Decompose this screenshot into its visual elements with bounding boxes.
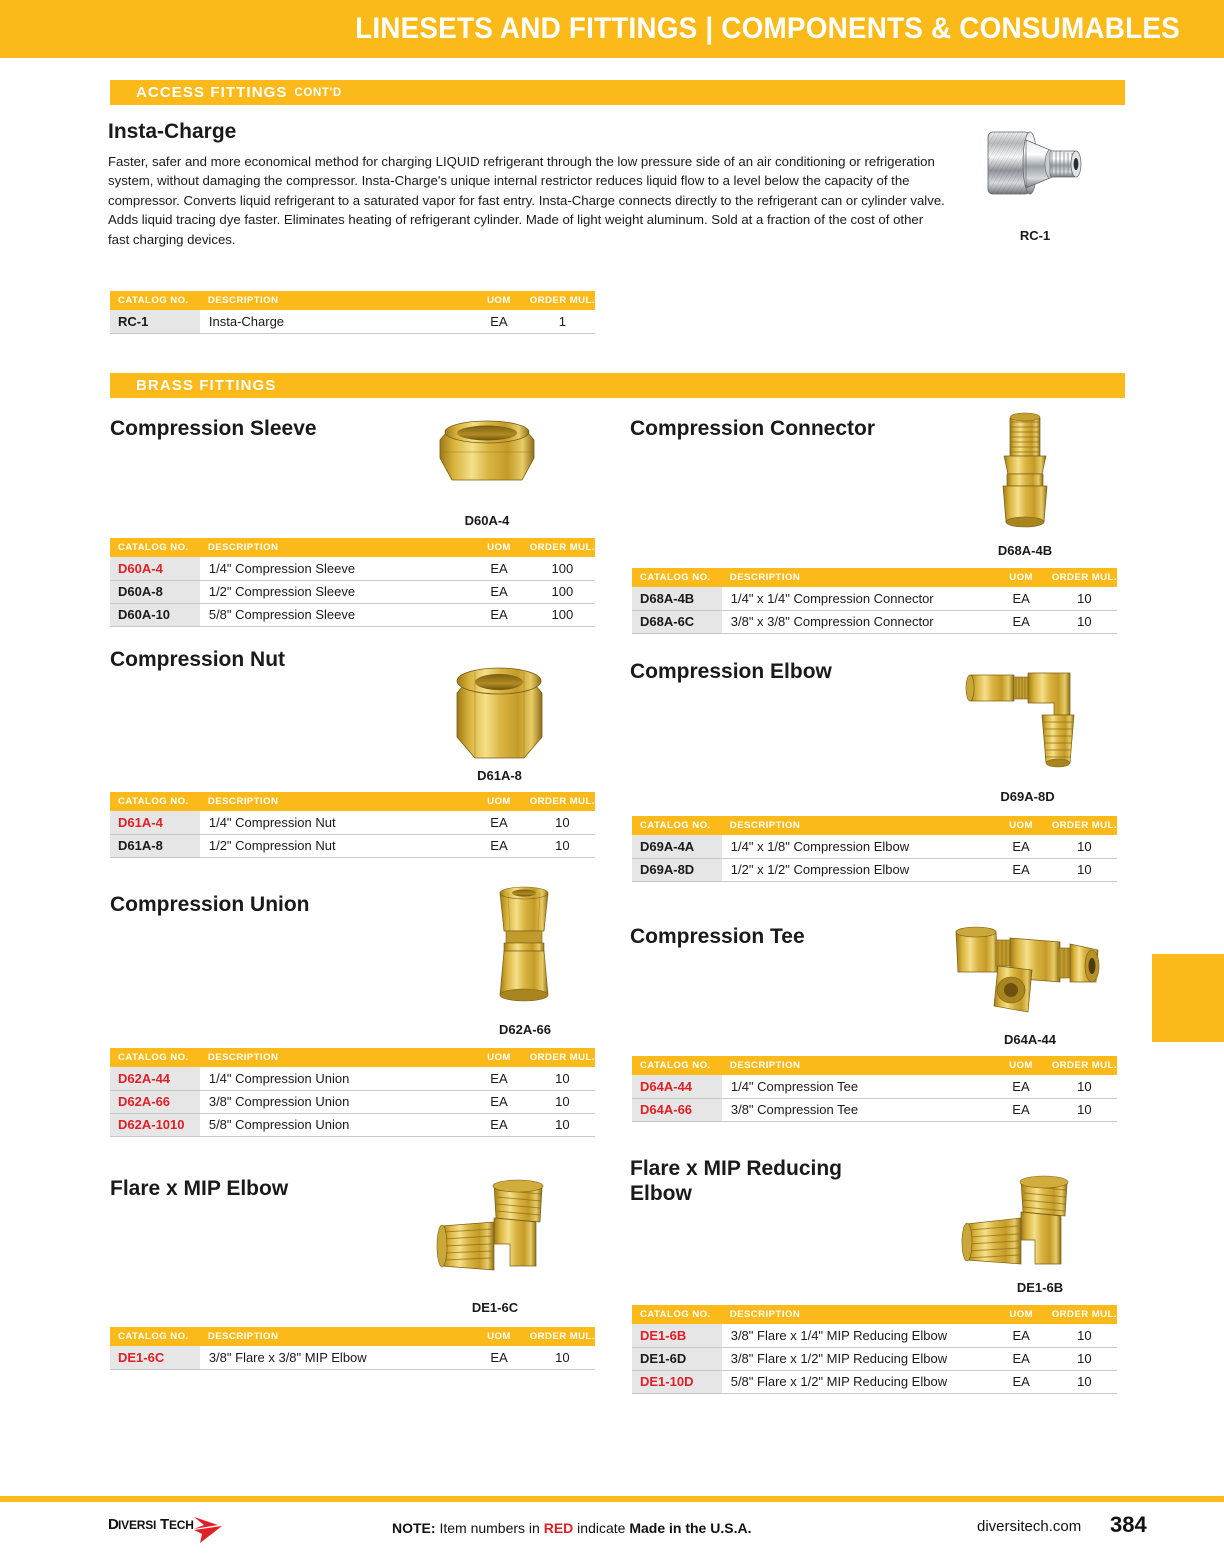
cell-order-multiple: 1 xyxy=(530,310,595,333)
cell-order-multiple: 10 xyxy=(1052,858,1117,881)
cell-uom: EA xyxy=(991,1324,1052,1347)
table-row xyxy=(632,835,1117,858)
cell-catalog-number: D61A-4 xyxy=(110,811,200,834)
cell-catalog-number: DE1-6B xyxy=(632,1324,722,1347)
cell-description: 5/8" Flare x 1/2" MIP Reducing Elbow xyxy=(722,1370,991,1393)
svg-text:IVERSI: IVERSI xyxy=(118,1518,157,1532)
cell-order-multiple: 10 xyxy=(530,1113,595,1136)
cell-catalog-number: D60A-10 xyxy=(110,603,200,626)
cell-uom: EA xyxy=(990,1075,1052,1098)
column-header-order-mul: ORDER MUL. xyxy=(530,1327,595,1346)
product-title-compression-elbow: Compression Elbow xyxy=(630,660,832,683)
table-body xyxy=(632,587,1117,633)
table-header-row xyxy=(632,1305,1117,1324)
cell-uom: EA xyxy=(468,1113,529,1136)
svg-text:T: T xyxy=(160,1516,169,1533)
footer-note xyxy=(392,1520,751,1536)
cell-catalog-number: DE1-6C xyxy=(110,1346,200,1369)
cell-description: 3/8" Compression Union xyxy=(200,1090,468,1113)
column-header-order-mul: ORDER MUL. xyxy=(530,1048,595,1067)
page-header-banner xyxy=(0,0,1224,58)
footer-note-prefix: NOTE: xyxy=(392,1520,436,1536)
cell-uom: EA xyxy=(468,603,529,626)
product-image-compression-connector xyxy=(990,412,1060,532)
cell-uom: EA xyxy=(468,310,530,333)
cell-catalog-number: D68A-4B xyxy=(632,587,722,610)
cell-uom: EA xyxy=(990,835,1051,858)
cell-uom: EA xyxy=(990,1098,1052,1121)
table-row xyxy=(110,1113,595,1136)
table-row xyxy=(110,310,595,333)
table-body xyxy=(110,1067,595,1136)
column-header-uom: UOM xyxy=(468,1048,529,1067)
cell-catalog-number: D62A-66 xyxy=(110,1090,200,1113)
column-header-order-mul: ORDER MUL. xyxy=(1052,1056,1117,1075)
product-image-flare-mip-elbow xyxy=(432,1178,562,1288)
column-header-catalog: CATALOG NO. xyxy=(110,792,200,811)
column-header-uom: UOM xyxy=(468,1327,529,1346)
cell-catalog-number: D60A-4 xyxy=(110,557,200,580)
table-body xyxy=(110,811,595,857)
table-compression-sleeve xyxy=(110,538,595,627)
product-image-compression-nut xyxy=(447,665,552,765)
cell-order-multiple: 10 xyxy=(530,1067,595,1090)
cell-description: 1/2" Compression Sleeve xyxy=(200,580,468,603)
cell-description: 3/8" x 3/8" Compression Connector xyxy=(722,610,991,633)
cell-uom: EA xyxy=(468,1346,529,1369)
column-header-description: DESCRIPTION xyxy=(200,1048,468,1067)
table-header-row xyxy=(110,1327,595,1346)
column-header-uom: UOM xyxy=(990,1056,1052,1075)
cell-catalog-number: DE1-10D xyxy=(632,1370,722,1393)
column-header-catalog: CATALOG NO. xyxy=(110,291,200,310)
column-header-catalog: CATALOG NO. xyxy=(632,816,722,835)
cell-catalog-number: DE1-6D xyxy=(632,1347,722,1370)
column-header-description: DESCRIPTION xyxy=(200,792,468,811)
table-compression-tee xyxy=(632,1056,1117,1122)
column-header-order-mul: ORDER MUL. xyxy=(530,291,595,310)
table-row xyxy=(110,1346,595,1369)
column-header-uom: UOM xyxy=(468,291,530,310)
cell-uom: EA xyxy=(468,834,530,857)
product-image-caption-compression-connector: D68A-4B xyxy=(997,543,1053,558)
product-title-compression-sleeve: Compression Sleeve xyxy=(110,417,317,440)
cell-catalog-number: D61A-8 xyxy=(110,834,200,857)
cell-order-multiple: 10 xyxy=(1052,610,1117,633)
product-image-caption-rc-1: RC-1 xyxy=(1019,228,1051,243)
footer-note-bold-phrase: Made in the U.S.A. xyxy=(629,1520,752,1536)
cell-description: 3/8" Flare x 1/4" MIP Reducing Elbow xyxy=(722,1324,991,1347)
table-row xyxy=(110,557,595,580)
brand-logo xyxy=(108,1513,248,1548)
column-header-uom: UOM xyxy=(991,1305,1052,1324)
product-image-caption-compression-nut: D61A-8 xyxy=(477,768,522,783)
product-title-insta-charge: Insta-Charge xyxy=(108,120,237,143)
cell-uom: EA xyxy=(468,811,530,834)
table-compression-union xyxy=(110,1048,595,1137)
product-image-caption-compression-elbow: D69A-8D xyxy=(1000,789,1055,804)
table-row xyxy=(632,610,1117,633)
column-header-uom: UOM xyxy=(990,816,1051,835)
section-bar-access-fittings-label: ACCESS FITTINGS xyxy=(136,84,288,101)
table-header-row xyxy=(632,1056,1117,1075)
page-edge-tab xyxy=(1152,954,1224,1042)
product-image-rc-1 xyxy=(980,118,1090,218)
page-number: 384 xyxy=(1110,1512,1147,1537)
footer-note-red-word: RED xyxy=(543,1520,574,1536)
table-insta-charge xyxy=(110,291,595,334)
column-header-order-mul: ORDER MUL. xyxy=(1052,568,1117,587)
cell-uom: EA xyxy=(468,1067,529,1090)
product-title-compression-nut: Compression Nut xyxy=(110,648,286,671)
table-row xyxy=(632,1075,1117,1098)
cell-catalog-number: D64A-44 xyxy=(632,1075,722,1098)
table-header-row xyxy=(110,291,595,310)
product-image-flare-mip-reducing-elbow xyxy=(955,1168,1085,1283)
table-row xyxy=(632,1370,1117,1393)
cell-order-multiple: 10 xyxy=(1052,835,1117,858)
table-body xyxy=(110,1346,595,1369)
cell-uom: EA xyxy=(990,858,1051,881)
cell-order-multiple: 10 xyxy=(530,1090,595,1113)
cell-uom: EA xyxy=(991,587,1052,610)
column-header-description: DESCRIPTION xyxy=(722,568,991,587)
cell-order-multiple: 10 xyxy=(1052,1324,1117,1347)
cell-catalog-number: D69A-4A xyxy=(632,835,722,858)
cell-catalog-number: D69A-8D xyxy=(632,858,722,881)
product-image-compression-tee xyxy=(940,920,1105,1025)
table-row xyxy=(110,603,595,626)
column-header-order-mul: ORDER MUL. xyxy=(1052,816,1117,835)
table-body xyxy=(632,1324,1117,1393)
table-flare-mip-reducing-elbow xyxy=(632,1305,1117,1394)
cell-order-multiple: 10 xyxy=(1052,1347,1117,1370)
cell-description: 3/8" Flare x 1/2" MIP Reducing Elbow xyxy=(722,1347,991,1370)
product-image-compression-elbow xyxy=(962,665,1087,775)
table-row xyxy=(110,811,595,834)
table-body xyxy=(632,835,1117,881)
column-header-catalog: CATALOG NO. xyxy=(110,538,200,557)
cell-order-multiple: 10 xyxy=(1052,587,1117,610)
table-row xyxy=(632,858,1117,881)
cell-catalog-number: RC-1 xyxy=(110,310,200,333)
column-header-description: DESCRIPTION xyxy=(200,538,468,557)
cell-catalog-number: D64A-66 xyxy=(632,1098,722,1121)
product-description-insta-charge: Faster, safer and more economical method for charging LIQUID refrigerant through the low pressure side of an air conditioning or refrigeration system, without damaging the compressor. Insta-Charge's unique internal restrictor reduces liquid flow to a level below the capacity of the compressor. Converts liquid refrigerant to a saturated vapor for fast entry. Insta-Charge connects directly to the refrigerant can or cylinder valve. Adds liquid tracing dye faster. Eliminates heating of refrigerant cylinder. Made of light weight aluminum. Sold at a fraction of the cost of other fast charging devices. xyxy=(108,154,945,247)
table-row xyxy=(632,1098,1117,1121)
cell-description: 1/4" x 1/4" Compression Connector xyxy=(722,587,991,610)
table-row xyxy=(110,834,595,857)
cell-description: 1/4" x 1/8" Compression Elbow xyxy=(722,835,991,858)
product-image-caption-flare-mip-reducing-elbow: DE1-6B xyxy=(1016,1280,1064,1295)
section-bar-brass-fittings-label: BRASS FITTINGS xyxy=(136,377,277,394)
cell-catalog-number: D62A-44 xyxy=(110,1067,200,1090)
column-header-uom: UOM xyxy=(991,568,1052,587)
cell-catalog-number: D60A-8 xyxy=(110,580,200,603)
svg-text:D: D xyxy=(108,1516,119,1533)
table-body xyxy=(632,1075,1117,1121)
footer-note-mid-1: Item numbers in xyxy=(435,1520,544,1536)
table-row xyxy=(110,1067,595,1090)
column-header-order-mul: ORDER MUL. xyxy=(530,792,595,811)
product-title-compression-tee: Compression Tee xyxy=(630,925,805,948)
cell-description: 3/8" Compression Tee xyxy=(722,1098,990,1121)
product-image-caption-compression-sleeve: D60A-4 xyxy=(464,513,510,528)
cell-description: 1/2" x 1/2" Compression Elbow xyxy=(722,858,991,881)
table-flare-mip-elbow xyxy=(110,1327,595,1370)
table-compression-elbow xyxy=(632,816,1117,882)
cell-order-multiple: 10 xyxy=(1052,1075,1117,1098)
product-title-flare-mip-elbow: Flare x MIP Elbow xyxy=(110,1177,289,1200)
svg-text:ECH: ECH xyxy=(169,1518,194,1532)
column-header-catalog: CATALOG NO. xyxy=(632,1056,722,1075)
cell-order-multiple: 100 xyxy=(530,603,595,626)
section-bar-access-fittings xyxy=(110,80,1125,105)
table-compression-nut xyxy=(110,792,595,858)
table-header-row xyxy=(110,1048,595,1067)
column-header-catalog: CATALOG NO. xyxy=(632,568,722,587)
product-title-flare-mip-reducing-elbow: Flare x MIP Reducing Elbow xyxy=(630,1157,842,1205)
product-image-caption-compression-union: D62A-66 xyxy=(498,1022,552,1037)
cell-catalog-number: D68A-6C xyxy=(632,610,722,633)
product-title-compression-union: Compression Union xyxy=(110,893,310,916)
table-row xyxy=(632,1347,1117,1370)
cell-uom: EA xyxy=(991,1370,1052,1393)
table-header-row xyxy=(110,792,595,811)
table-compression-connector xyxy=(632,568,1117,634)
product-image-caption-flare-mip-elbow: DE1-6C xyxy=(471,1300,519,1315)
table-row xyxy=(632,1324,1117,1347)
cell-order-multiple: 10 xyxy=(530,1346,595,1369)
cell-description: Insta-Charge xyxy=(200,310,468,333)
cell-description: 3/8" Flare x 3/8" MIP Elbow xyxy=(200,1346,468,1369)
cell-uom: EA xyxy=(991,610,1052,633)
cell-order-multiple: 100 xyxy=(530,580,595,603)
cell-order-multiple: 10 xyxy=(530,811,595,834)
page-title: LINESETS AND FITTINGS | COMPONENTS & CONSUMABLES xyxy=(355,12,1180,45)
section-bar-brass-fittings xyxy=(110,373,1125,398)
table-row xyxy=(110,580,595,603)
product-image-compression-union xyxy=(492,885,556,1005)
column-header-uom: UOM xyxy=(468,792,530,811)
column-header-catalog: CATALOG NO. xyxy=(110,1048,200,1067)
table-body xyxy=(110,557,595,626)
cell-description: 1/2" Compression Nut xyxy=(200,834,468,857)
column-header-description: DESCRIPTION xyxy=(722,1056,990,1075)
table-row xyxy=(110,1090,595,1113)
cell-description: 1/4" Compression Sleeve xyxy=(200,557,468,580)
cell-description: 5/8" Compression Union xyxy=(200,1113,468,1136)
column-header-uom: UOM xyxy=(468,538,529,557)
table-header-row xyxy=(110,538,595,557)
cell-order-multiple: 10 xyxy=(1052,1370,1117,1393)
cell-uom: EA xyxy=(468,1090,529,1113)
column-header-catalog: CATALOG NO. xyxy=(632,1305,722,1324)
product-title-compression-connector: Compression Connector xyxy=(630,417,876,440)
product-image-caption-compression-tee: D64A-44 xyxy=(1003,1032,1057,1047)
cell-description: 5/8" Compression Sleeve xyxy=(200,603,468,626)
table-header-row xyxy=(632,568,1117,587)
column-header-description: DESCRIPTION xyxy=(200,1327,468,1346)
column-header-catalog: CATALOG NO. xyxy=(110,1327,200,1346)
cell-uom: EA xyxy=(468,580,529,603)
footer-website-url[interactable]: diversitech.com xyxy=(977,1518,1082,1535)
footer-divider xyxy=(0,1496,1224,1502)
column-header-description: DESCRIPTION xyxy=(722,1305,991,1324)
cell-order-multiple: 10 xyxy=(530,834,595,857)
table-row xyxy=(632,587,1117,610)
cell-description: 1/4" Compression Tee xyxy=(722,1075,990,1098)
column-header-order-mul: ORDER MUL. xyxy=(1052,1305,1117,1324)
product-image-compression-sleeve xyxy=(432,418,542,508)
table-body xyxy=(110,310,595,333)
cell-order-multiple: 100 xyxy=(530,557,595,580)
cell-description: 1/4" Compression Union xyxy=(200,1067,468,1090)
cell-order-multiple: 10 xyxy=(1052,1098,1117,1121)
table-header-row xyxy=(632,816,1117,835)
column-header-description: DESCRIPTION xyxy=(200,291,468,310)
column-header-order-mul: ORDER MUL. xyxy=(530,538,595,557)
column-header-description: DESCRIPTION xyxy=(722,816,991,835)
cell-uom: EA xyxy=(468,557,529,580)
cell-catalog-number: D62A-1010 xyxy=(110,1113,200,1136)
cell-uom: EA xyxy=(991,1347,1052,1370)
cell-description: 1/4" Compression Nut xyxy=(200,811,468,834)
footer-note-mid-2: indicate xyxy=(573,1520,630,1536)
section-bar-access-fittings-sublabel: CONT'D xyxy=(294,86,342,99)
